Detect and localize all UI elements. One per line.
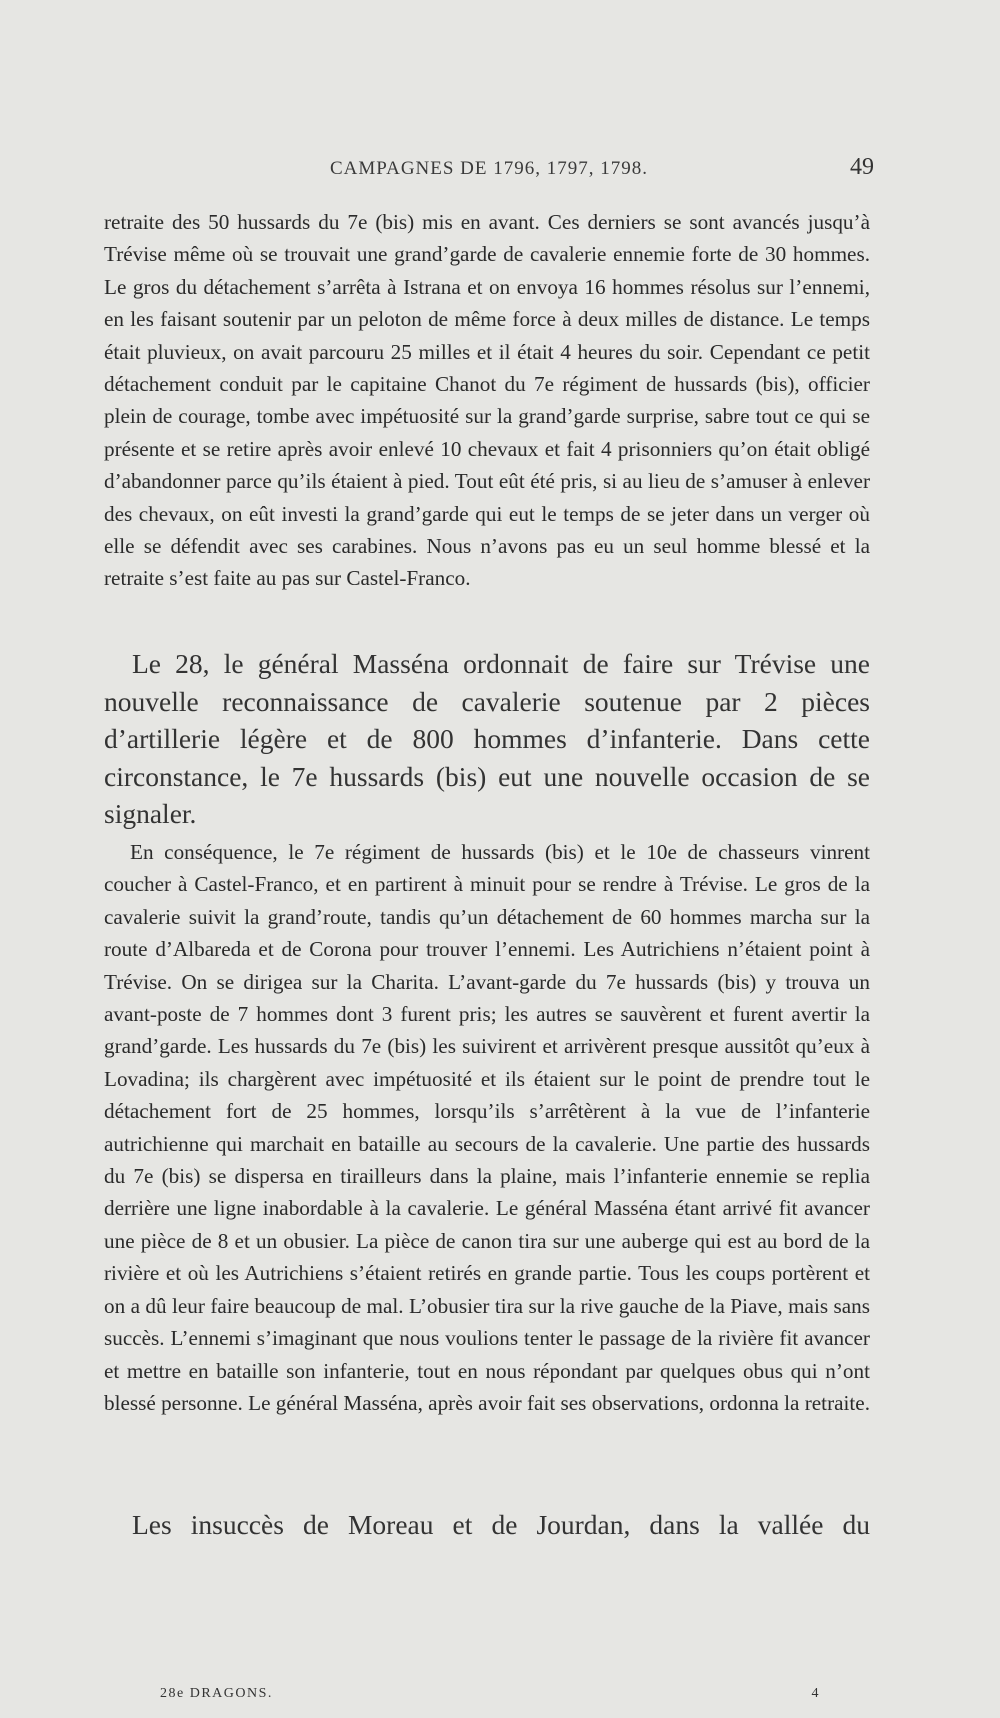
sheet-number: 4 xyxy=(811,1686,820,1701)
paragraph-3: En conséquence, le 7e régiment de hussards (bis) et le 10e de chasseurs vinrent coucher à Castel-Franco, et en partirent à minuit pour se rendre à Trévise. Le gros de la cavalerie suivit la grand’route, tandis qu’un détachement de 60 hommes marcha sur la route d’Albareda et de Corona pour trouver l’ennemi. Les Autrichiens n’étaient point à Trévise. On se dirigea sur la Charita. L’avant-garde du 7e hussards (bis) y trouva un avant-poste de 7 hommes dont 3 furent pris; les autres se sauvèrent et furent avertir la grand’garde. Les hussards du 7e (bis) les suivirent et arrivèrent presque aussitôt qu’eux à Lovadina; ils chargèrent avec impétuosité et ils étaient sur le point de prendre tout le détachement fort de 25 hommes, lorsqu’ils s’arrêtèrent à la vue de l’infanterie autrichienne qui marchait en bataille au secours de la cavalerie. Une partie des hussards du 7e (bis) se dispersa en tirailleurs dans la plaine, mais l’infanterie ennemie se replia derrière une ligne inabordable à la cavalerie. Le général Masséna étant arrivé fit avancer une pièce de 8 et un obusier. La pièce de canon tira sur une auberge qui est au bord de la rivière et où les Autrichiens s’étaient retirés en grande partie. Tous les coups portèrent et on a dû leur faire beaucoup de mal. L’obusier tira sur la rive gauche de la Piave, mais sans succès. L’ennemi s’imaginant que nous voulions tenter le passage de la rivière fit avancer et mettre en bataille son infanterie, tout en nous répondant par quelques obus qui n’ont blessé personne. Le général Masséna, après avoir fait ses observations, ordonna la retraite. xyxy=(104,840,870,1415)
page-number: 49 xyxy=(850,154,874,180)
paragraph-4: Les insuccès de Moreau et de Jourdan, dans la vallée du xyxy=(132,1509,870,1540)
running-title: CAMPAGNES DE 1796, 1797, 1798. xyxy=(329,158,649,179)
paragraph-1: retraite des 50 hussards du 7e (bis) mis en avant. Ces derniers se sont avancés jusqu’à Trévise même où se trouvait une grand’garde de cavalerie ennemie forte de 30 hommes. Le gros du détachement s’arrêta à Istrana et on envoya 16 hommes résolus sur l’ennemi, en les faisant soutenir par un peloton de même force à deux milles de distance. Le temps était pluvieux, on avait parcouru 25 milles et il était 4 heures du soir. Cependant ce petit détachement conduit par le capitaine Chanot du 7e régiment de hussards (bis), officier plein de courage, tombe avec impétuosité sur la grand’garde surprise, sabre tout ce qui se présente et se retire après avoir enlevé 10 chevaux et fait 4 prisonniers qu’on était obligé d’abandonner parce qu’ils étaient à pied. Tout eût été pris, si au lieu de s’amuser à enlever des chevaux, on eût investi la grand’garde qui eut le temps de se jeter dans un verger où elle se défendit avec ses carabines. Nous n’avons pas eu un seul homme blessé et la retraite s’est faite au pas sur Castel-Franco. xyxy=(104,210,870,591)
page-header xyxy=(104,154,874,188)
paragraph-2: Le 28, le général Masséna ordonnait de faire sur Trévise une nouvelle reconnaissance de cavalerie soutenue par 2 pièces d’artillerie légère et de 800 hommes d’infanterie. Dans cette circonstance, le 7e hussards (bis) eut une nouvelle occasion de se signaler. xyxy=(104,648,870,830)
signature-mark: 28e DRAGONS. xyxy=(160,1686,273,1701)
